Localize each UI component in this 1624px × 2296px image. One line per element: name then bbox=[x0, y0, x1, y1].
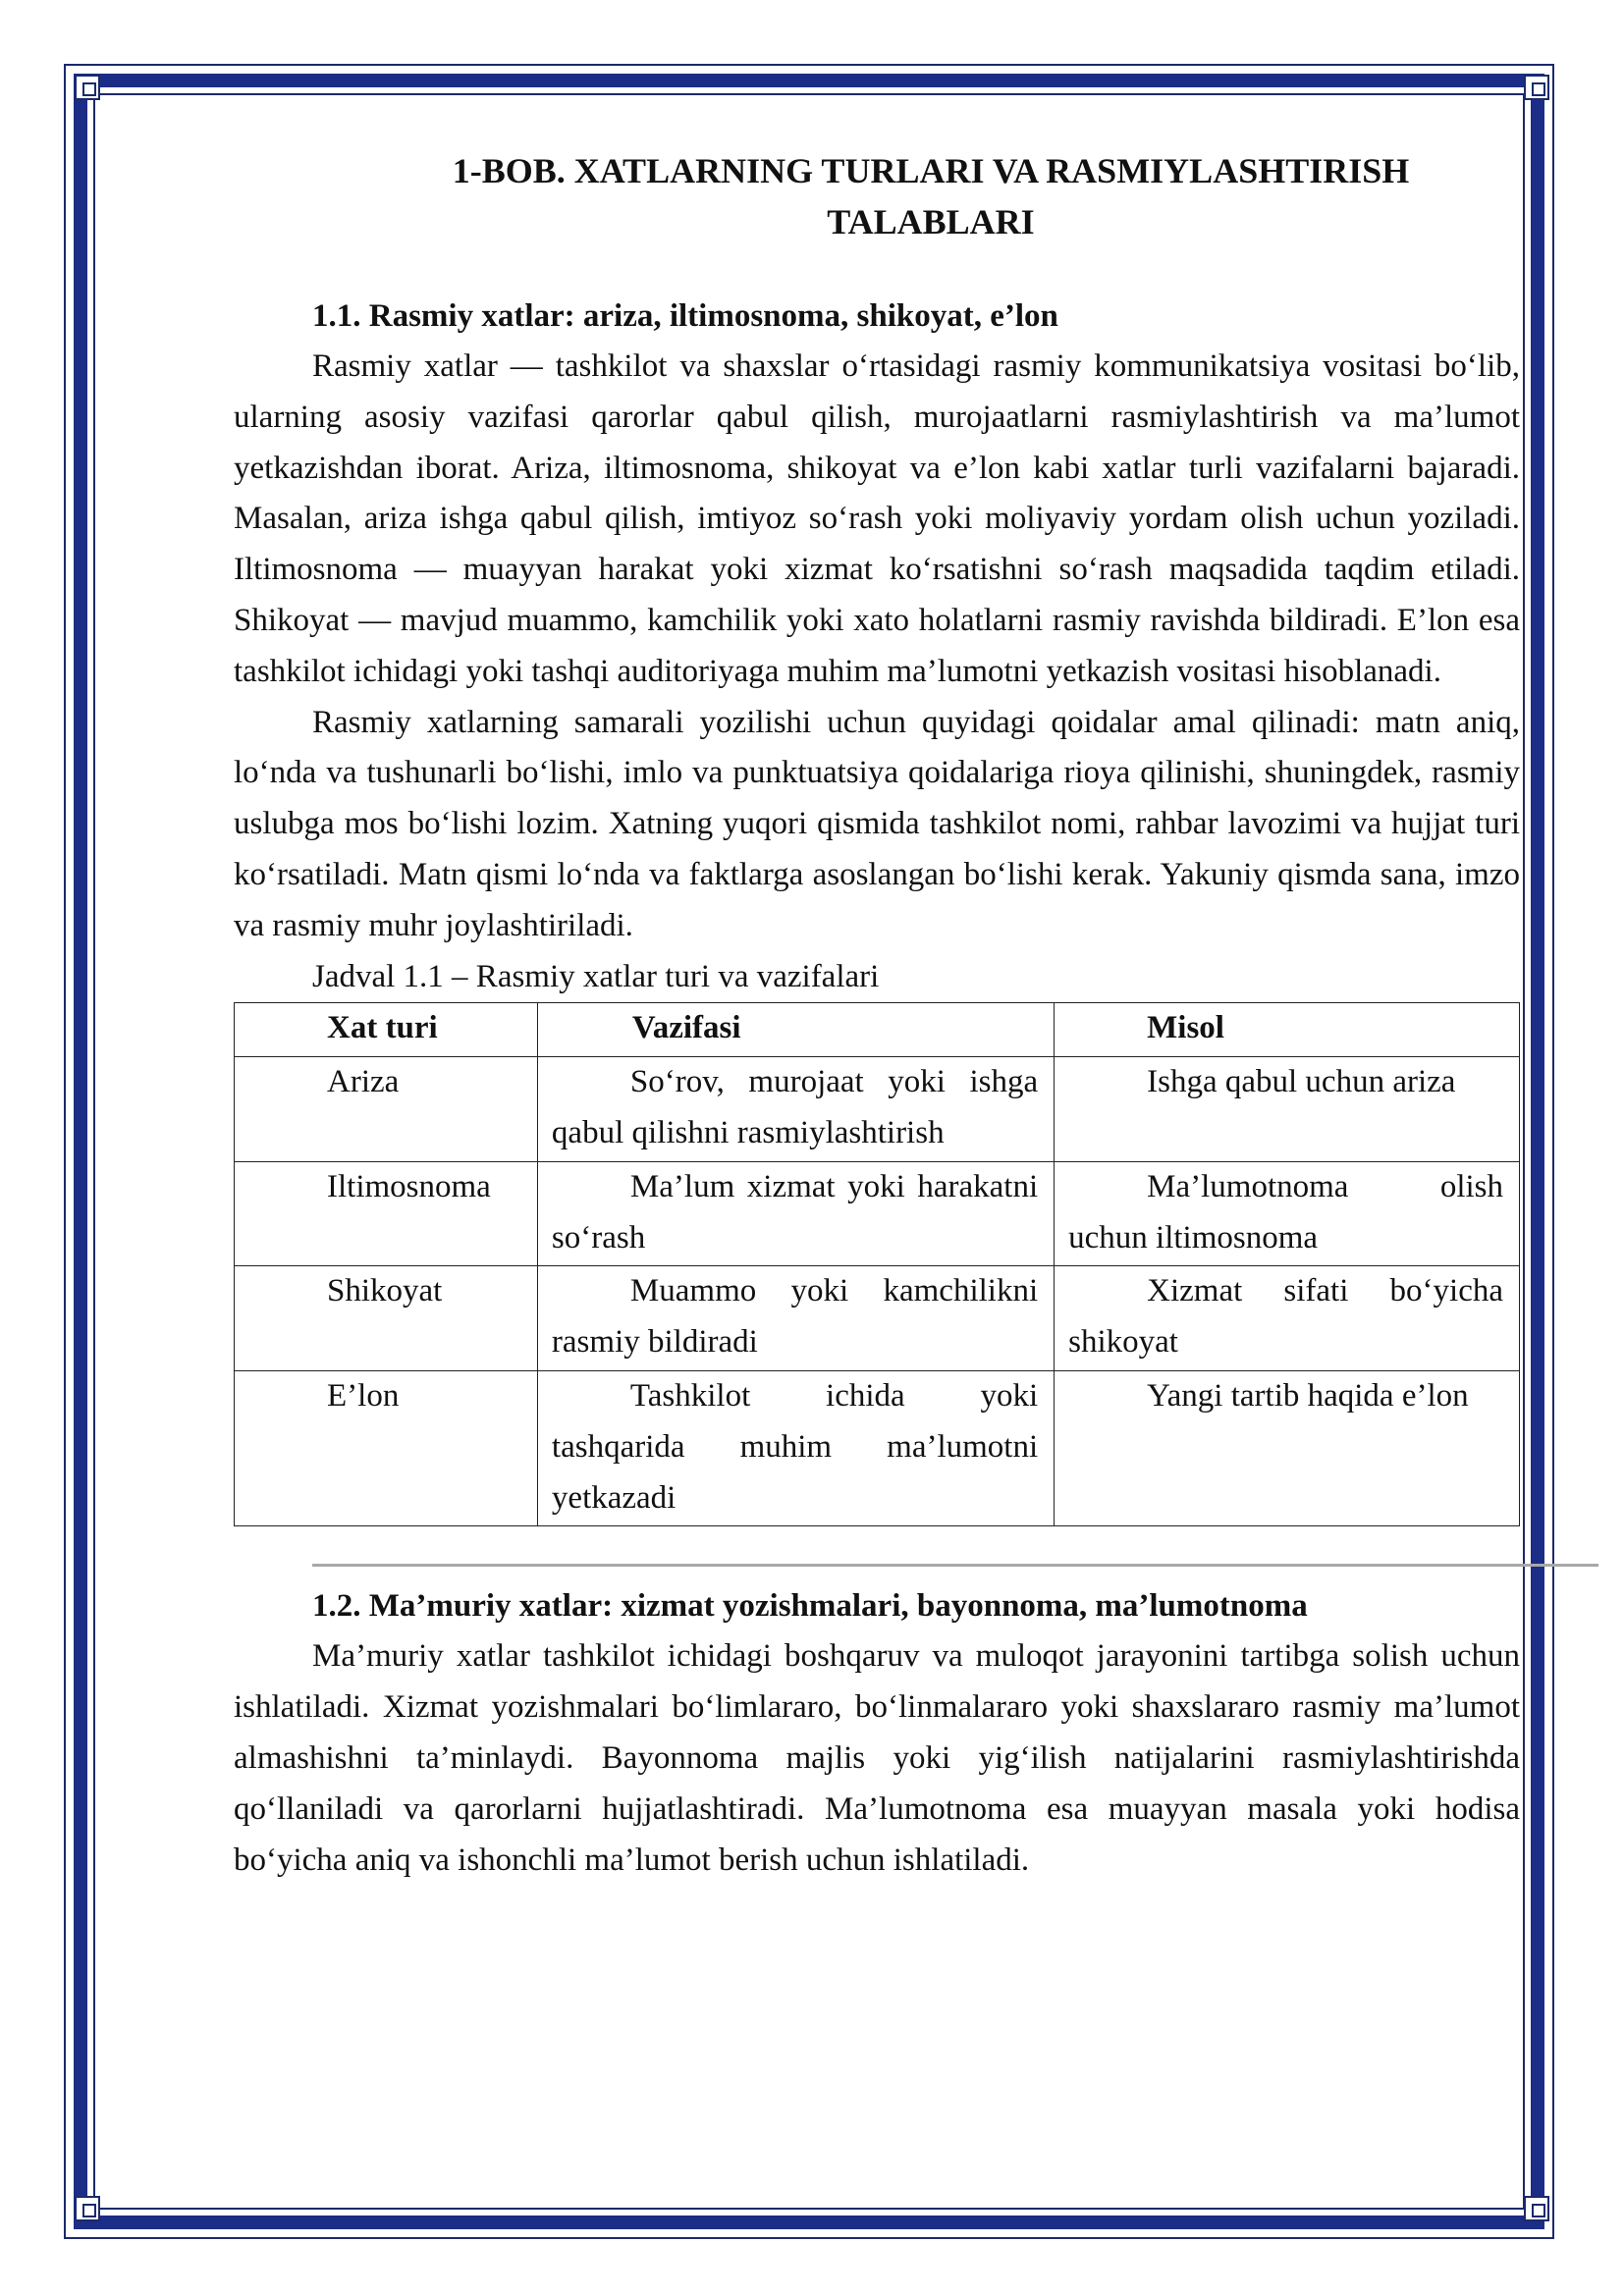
table-cell-purpose: So‘rov, murojaat yoki ishga qabul qilishni rasmiylashtirish bbox=[537, 1057, 1054, 1162]
table-cell-example: Xizmat sifati bo‘yicha shikoyat bbox=[1055, 1266, 1520, 1371]
table-header-cell: Xat turi bbox=[235, 1003, 538, 1057]
table-cell-purpose: Muammo yoki kamchilikni rasmiy bildiradi bbox=[537, 1266, 1054, 1371]
table-row bbox=[235, 1266, 1520, 1371]
chapter-title bbox=[234, 145, 1520, 247]
table-cell-type: Shikoyat bbox=[235, 1266, 538, 1371]
table-cell-type: Ariza bbox=[235, 1057, 538, 1162]
section-divider bbox=[312, 1564, 1598, 1567]
frame-corner-ornament bbox=[1524, 2196, 1549, 2221]
table-cell-example: Ma’lumotnoma olish uchun iltimosnoma bbox=[1055, 1161, 1520, 1266]
frame-corner-ornament bbox=[75, 75, 100, 100]
section-1-paragraph-1: Rasmiy xatlar — tashkilot va shaxslar o‘rtasidagi rasmiy kommunikatsiya vositasi bo‘lib, ularning asosiy vazifasi qarorlar qabul qilish, murojaatlarni rasmiylashtirish va ma’lumot yetkazishdan iborat. Ariza, iltimosnoma, shikoyat va e’lon kabi xatlar turli vazifalarni bajaradi. Masalan, ariza ishga qabul qilish, imtiyoz so‘rash yoki moliyaviy yordam olish uchun yoziladi. Iltimosnoma — muayyan harakat yoki xizmat ko‘rsatishni so‘rash maqsadida taqdim etiladi. Shikoyat — mavjud muammo, kamchilik yoki xato holatlarni rasmiy ravishda bildiradi. E’lon esa tashkilot ichidagi yoki tashqi auditoriyaga muhim ma’lumotni yetkazish vositasi hisoblanadi. bbox=[234, 348, 1520, 689]
table-cell-type: E’lon bbox=[235, 1370, 538, 1525]
table-row bbox=[235, 1057, 1520, 1162]
table-cell-example: Ishga qabul uchun ariza bbox=[1055, 1057, 1520, 1162]
section-1-heading: 1.1. Rasmiy xatlar: ariza, iltimosnoma, shikoyat, e’lon bbox=[312, 298, 1058, 334]
chapter-title-line2: TALABLARI bbox=[827, 202, 1035, 241]
page-content bbox=[234, 145, 1520, 1886]
table-cell-purpose: Ma’lum xizmat yoki harakatni so‘rash bbox=[537, 1161, 1054, 1266]
table-cell-purpose: Tashkilot ichida yoki tashqarida muhim ma’lumotni yetkazadi bbox=[537, 1370, 1054, 1525]
table-cell-example: Yangi tartib haqida e’lon bbox=[1055, 1370, 1520, 1525]
section-2-heading: 1.2. Ma’muriy xatlar: xizmat yozishmalari, bayonnoma, ma’lumotnoma bbox=[312, 1588, 1308, 1625]
letter-types-table bbox=[234, 1002, 1520, 1526]
section-2-paragraph-1: Ma’muriy xatlar tashkilot ichidagi boshqaruv va muloqot jarayonini tartibga solish uchun ishlatiladi. Xizmat yozishmalari bo‘limlararo, bo‘linmalararo yoki shaxslararo rasmiy ma’lumot almashishni ta’minlaydi. Bayonnoma majlis yoki yig‘ilish natijalarini rasmiylashtirishda qo‘llaniladi va qarorlarni hujjatlashtiradi. Ma’lumotnoma esa muayyan masala yoki hodisa bo‘yicha aniq va ishonchli ma’lumot berish uchun ishlatiladi. bbox=[234, 1638, 1520, 1878]
table-row bbox=[235, 1370, 1520, 1525]
table-header-row bbox=[235, 1003, 1520, 1057]
frame-corner-ornament bbox=[1524, 75, 1549, 100]
table-header-cell: Misol bbox=[1055, 1003, 1520, 1057]
table-row bbox=[235, 1161, 1520, 1266]
table-header-cell: Vazifasi bbox=[537, 1003, 1054, 1057]
chapter-title-line1: 1-BOB. XATLARNING TURLARI VA RASMIYLASHTIRISH bbox=[452, 151, 1410, 190]
table-caption: Jadval 1.1 – Rasmiy xatlar turi va vazifalari bbox=[312, 958, 880, 994]
frame-corner-ornament bbox=[75, 2196, 100, 2221]
section-1-paragraph-2: Rasmiy xatlarning samarali yozilishi uchun quyidagi qoidalar amal qilinadi: matn aniq, lo‘nda va tushunarli bo‘lishi, imlo va punktuatsiya qoidalariga rioya qilinishi, shuningdek, rasmiy uslubga mos bo‘lishi lozim. Xatning yuqori qismida tashkilot nomi, rahbar lavozimi va hujjat turi ko‘rsatiladi. Matn qismi lo‘nda va faktlarga asoslangan bo‘lishi kerak. Yakuniy qismda sana, imzo va rasmiy muhr joylashtiriladi. bbox=[234, 704, 1520, 943]
table-cell-type: Iltimosnoma bbox=[235, 1161, 538, 1266]
